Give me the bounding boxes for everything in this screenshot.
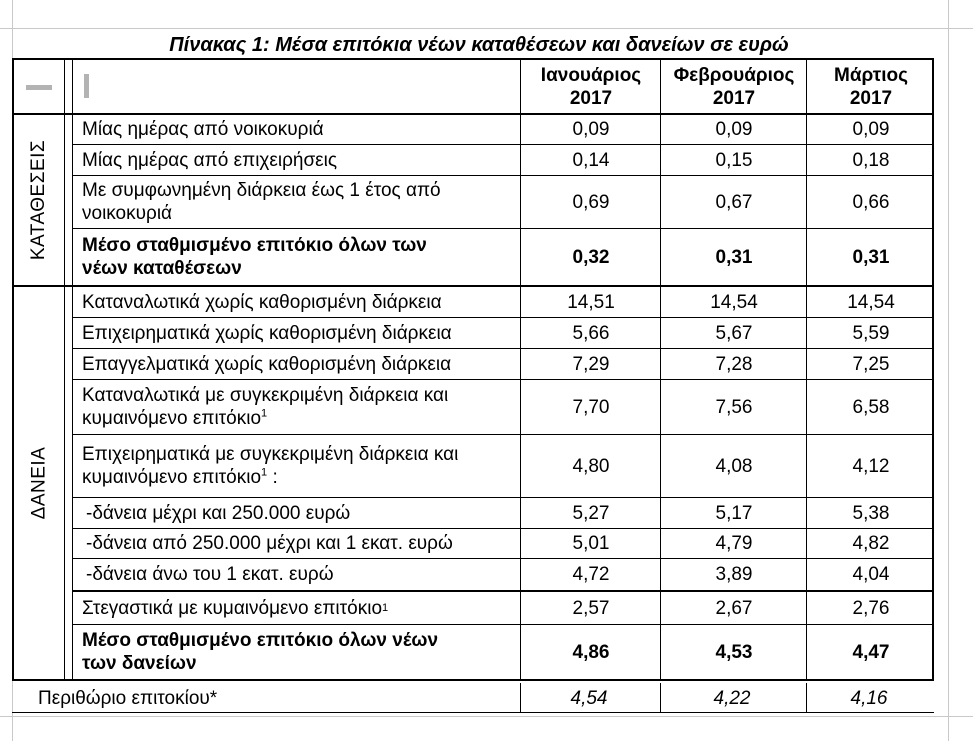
row-label: [74, 380, 518, 434]
column-divider: [64, 60, 65, 679]
header-march: [808, 62, 934, 112]
header-bar-mark: [84, 74, 89, 98]
row-label-text: κυμαινόμενο επιτόκιο: [82, 467, 262, 488]
row-label-line: νέων καταθέσεων: [82, 258, 242, 279]
value-february: 7,56: [715, 396, 753, 418]
value-march: 0,31: [852, 246, 890, 268]
column-divider: [806, 60, 807, 679]
value-february: 4,53: [715, 641, 753, 663]
header-february-year: 2017: [712, 88, 756, 109]
row-label: Επαγγελματικά χωρίς καθορισμένη διάρκεια: [82, 353, 452, 375]
margin-march: 4,16: [850, 687, 888, 709]
row-label: Καταναλωτικά χωρίς καθορισμένη διάρκεια: [82, 291, 442, 313]
header-january-month: Ιανουάριος: [540, 65, 642, 86]
value-march: 0,66: [852, 191, 890, 213]
value-february: 5,67: [715, 322, 753, 344]
value-february: 4,79: [715, 533, 753, 554]
header-february-month: Φεβρουάριος: [673, 65, 795, 86]
interest-margin-label: Περιθώριο επιτοκίου*: [38, 687, 218, 709]
value-january: 5,27: [572, 502, 610, 524]
value-march: 5,38: [852, 502, 890, 524]
value-january: 4,72: [572, 564, 610, 585]
value-january: 0,32: [572, 246, 610, 268]
row-label-line: των δανείων: [82, 653, 197, 674]
row-label: Επιχειρηματικά χωρίς καθορισμένη διάρκεια: [82, 322, 452, 344]
value-january: 4,80: [572, 455, 610, 477]
row-label: Στεγαστικά με κυμαινόμενο επιτόκιο 1: [82, 597, 389, 619]
header-march-month: Μάρτιος: [834, 65, 908, 86]
value-march: 4,47: [852, 641, 890, 663]
value-february: 0,31: [715, 246, 753, 268]
row-label-line: Μέσο σταθμισμένο επιτόκιο όλων νέων: [82, 630, 439, 651]
sheet-gridline: [0, 716, 973, 717]
value-february: 5,17: [715, 502, 753, 524]
header-january: [522, 62, 660, 112]
row-label-line: νοικοκυριά: [82, 203, 173, 224]
section-label-deposits-text: ΚΑΤΑΘΕΣΕΙΣ: [28, 139, 49, 261]
row-label: Μίας ημέρας από επιχειρήσεις: [82, 149, 338, 171]
value-february: 0,15: [715, 149, 753, 171]
row-label-line: Καταναλωτικά με συγκεκριμένη διάρκεια και: [82, 385, 449, 406]
column-divider: [660, 60, 661, 679]
value-march: 5,59: [852, 322, 890, 344]
row-label: Μίας ημέρας από νοικοκυριά: [82, 119, 324, 140]
row-label: -δάνεια μέχρι και 250.000 ευρώ: [86, 502, 351, 524]
row-label: [74, 435, 518, 497]
section-label-loans-text: ΔΑΝΕΙΑ: [28, 446, 49, 520]
margin-february: 4,22: [713, 687, 751, 709]
value-march: 0,09: [852, 119, 890, 140]
sheet-gridline: [948, 0, 949, 741]
row-label-line: Μέσο σταθμισμένο επιτόκιο όλων των: [82, 235, 427, 256]
table-title: Πίνακας 1: Μέσα επιτόκια νέων καταθέσεων και δανείων σε ευρώ: [169, 34, 789, 56]
interest-rates-table: [12, 58, 934, 681]
value-january: 4,86: [572, 641, 610, 663]
header-february: [662, 62, 806, 112]
row-label-line: Επιχειρηματικά με συγκεκριμένη διάρκεια και: [82, 444, 459, 465]
column-divider: [72, 60, 73, 679]
value-february: 3,89: [715, 564, 753, 585]
footnote-marker: 1: [261, 407, 268, 420]
value-january: 5,01: [572, 533, 610, 554]
section-label-deposits: [14, 115, 64, 285]
value-january: 0,69: [572, 191, 610, 213]
row-label: -δάνεια από 250.000 μέχρι και 1 εκατ. ευρώ: [86, 533, 453, 554]
value-january: 14,51: [567, 291, 615, 313]
value-january: 0,14: [572, 149, 610, 171]
row-label: -δάνεια άνω του 1 εκατ. ευρώ: [86, 564, 334, 585]
header-dash-mark: [26, 85, 52, 90]
value-march: 4,12: [852, 455, 890, 477]
section-label-loans: [14, 287, 64, 679]
value-february: 4,08: [715, 455, 753, 477]
value-march: 7,25: [852, 353, 890, 375]
value-february: 2,67: [715, 597, 753, 619]
row-label-line: [82, 466, 278, 489]
value-january: 7,29: [572, 353, 610, 375]
margin-january: 4,54: [570, 687, 608, 709]
sheet-gridline: [0, 28, 973, 29]
value-march: 4,04: [852, 564, 890, 585]
value-february: 0,09: [715, 119, 753, 140]
value-january: 0,09: [572, 119, 610, 140]
row-label-weighted-loans: [74, 625, 518, 679]
value-march: 2,76: [852, 597, 890, 619]
value-february: 7,28: [715, 353, 753, 375]
interest-margin-row: [12, 683, 934, 713]
value-march: 0,18: [852, 149, 890, 171]
row-label-text: κυμαινόμενο επιτόκιο: [82, 408, 262, 429]
header-march-year: 2017: [849, 88, 893, 109]
footnote-marker: 1: [261, 466, 268, 479]
value-february: 0,67: [715, 191, 753, 213]
value-march: 14,54: [847, 291, 895, 313]
value-march: 4,82: [852, 533, 890, 554]
value-january: 2,57: [572, 597, 610, 619]
row-label-text: Στεγαστικά με κυμαινόμενο επιτόκιο: [82, 597, 383, 619]
row-label-suffix: :: [267, 467, 278, 488]
row-label-line: Με συμφωνημένη διάρκεια έως 1 έτος από: [82, 180, 441, 201]
value-january: 5,66: [572, 322, 610, 344]
column-divider: [520, 60, 521, 679]
row-label-line: [82, 407, 267, 430]
value-march: 6,58: [852, 396, 890, 418]
row-label-weighted-deposits: [74, 229, 518, 285]
row-label: [74, 176, 518, 228]
value-january: 7,70: [572, 396, 610, 418]
value-february: 14,54: [710, 291, 758, 313]
header-january-year: 2017: [569, 88, 613, 109]
